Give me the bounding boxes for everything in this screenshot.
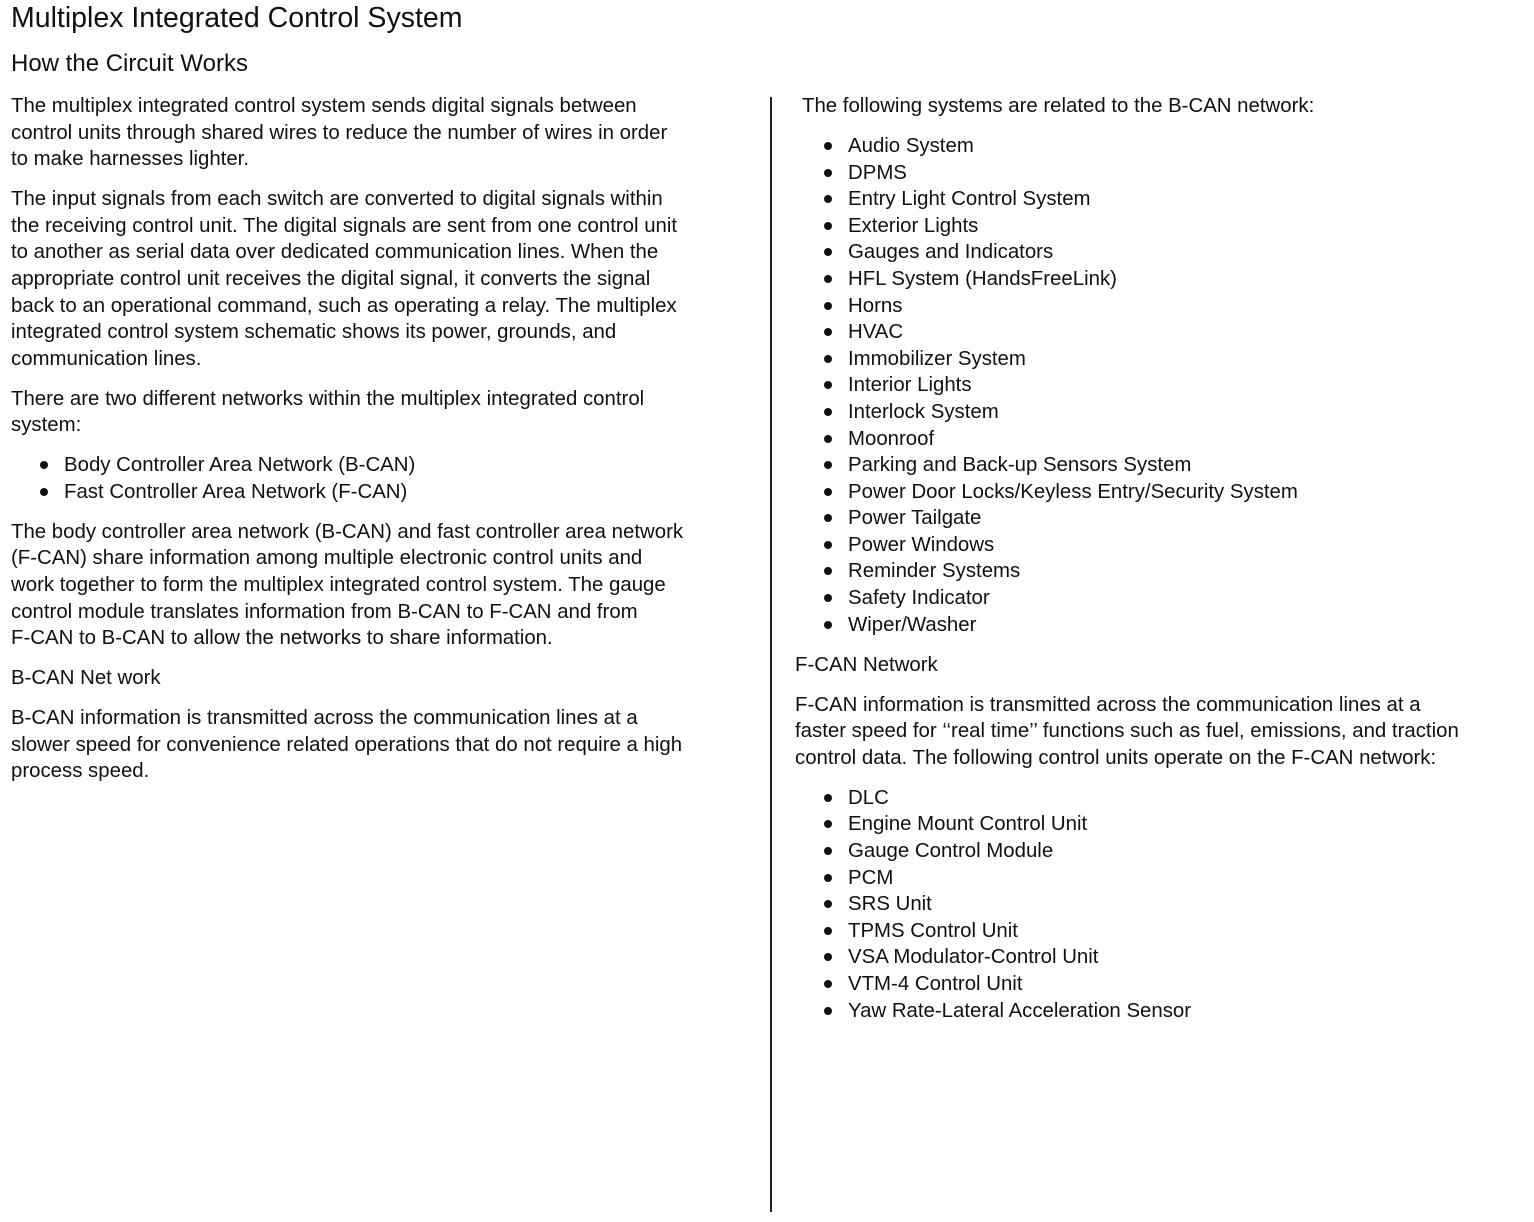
bullet-icon [40,461,48,469]
list-item [795,319,1534,346]
list-item [11,452,761,479]
bullet-icon [824,381,832,389]
bullet-icon [824,142,832,150]
list-item-label: Interior Lights [848,374,972,397]
list-item-label: Immobilizer System [848,347,1026,370]
list-item [795,213,1534,240]
bullet-icon [824,953,832,961]
list-item-label: Entry Light Control System [848,188,1091,211]
bullet-icon [824,488,832,496]
bullet-icon [824,514,832,522]
list-item-label: Engine Mount Control Unit [848,813,1088,836]
list-item-label: Reminder Systems [848,560,1021,583]
list-item [795,133,1534,160]
list-item-label: Power Windows [848,533,995,556]
bullet-icon [824,874,832,882]
list-item [795,293,1534,320]
list-item-label: Power Tailgate [848,507,982,530]
input-signals-paragraph: The input signals from each switch are converted to digital signals within the receiving control unit. The digital signals are sent from one control unit to another as serial data over dedicated communication lines. When the appropriate control unit receives the digital signal, it converts the signal back to an operational command, such as operating a relay. The multiplex integrated control system schematic shows its power, grounds, and communication lines. [11,188,678,370]
bcan-paragraph: B-CAN information is transmitted across the communication lines at a slower speed for convenience related operations that do not require a high process speed. [11,707,683,783]
list-item [795,452,1534,479]
list-item-label: Moonroof [848,427,935,450]
list-item [795,186,1534,213]
list-item-label: Gauges and Indicators [848,241,1054,264]
list-item-label: VSA Modulator-Control Unit [848,946,1099,969]
list-item [795,838,1534,865]
list-item [795,426,1534,453]
bullet-icon [824,461,832,469]
list-item-label: Horns [848,294,903,317]
list-item [795,239,1534,266]
fcan-paragraph: F-CAN information is transmitted across the communication lines at a faster speed for ‘‘real time’’ functions such as fuel, emissions, and traction control data. The following control units operate on the F-CAN network: [795,693,1459,769]
list-item-label: HFL System (HandsFreeLink) [848,267,1117,290]
list-item [795,944,1534,971]
networks-list [11,452,761,505]
section-subtitle: How the Circuit Works [11,50,248,77]
bullet-icon [824,195,832,203]
bcan-heading: B-CAN Net work [11,667,161,690]
fcan-heading: F-CAN Network [795,653,938,676]
bullet-icon [824,435,832,443]
list-item-label: Body Controller Area Network (B-CAN) [64,454,416,477]
bcan-systems-intro: The following systems are related to the B-CAN network: [802,95,1315,117]
networks-paragraph: There are two different networks within the multiplex integrated control system: [11,387,645,437]
bullet-icon [824,820,832,828]
bullet-icon [824,1007,832,1015]
list-item [795,399,1534,426]
fcan-units-list [795,785,1534,1024]
bullet-icon [824,355,832,363]
list-item-label: Gauge Control Module [848,840,1054,862]
list-item [795,865,1534,892]
list-item [795,479,1534,506]
list-item [795,266,1534,293]
list-item [795,612,1534,639]
list-item [795,918,1534,945]
list-item-label: SRS Unit [848,893,932,916]
bullet-icon [40,488,48,496]
list-item-label: Interlock System [848,400,999,423]
list-item-label: DLC [848,786,889,809]
bullet-icon [824,980,832,988]
bullet-icon [824,248,832,256]
bullet-icon [824,328,832,336]
bullet-icon [824,408,832,416]
list-item [795,971,1534,998]
list-item [795,532,1534,559]
bullet-icon [824,621,832,629]
list-item-label: PCM [848,866,894,889]
bullet-icon [824,222,832,230]
list-item [795,585,1534,612]
bullet-icon [824,302,832,310]
list-item-label: VTM-4 Control Unit [848,972,1023,995]
list-item [795,346,1534,373]
list-item [795,160,1534,187]
bullet-icon [824,567,832,575]
bullet-icon [824,275,832,283]
bcan-fcan-paragraph: The body controller area network (B-CAN) and fast controller area network (F-CAN) share information among multiple electronic control units and work together to form the multiplex integrated control system. The gauge control module translates information from B-CAN to F-CAN and from F-CAN to B-CAN to allow the networks to share information. [11,520,684,650]
left-column [11,93,761,798]
list-item [795,558,1534,585]
list-item [795,811,1534,838]
list-item [795,505,1534,532]
bullet-icon [824,541,832,549]
list-item [11,479,761,506]
list-item-label: DPMS [848,161,907,184]
list-item-label: Yaw Rate-Lateral Acceleration Sensor [848,999,1192,1022]
bullet-icon [824,169,832,177]
list-item [795,372,1534,399]
bullet-icon [824,794,832,802]
list-item-label: Wiper/Washer [848,613,977,636]
bullet-icon [824,847,832,855]
list-item [795,785,1534,812]
bullet-icon [824,594,832,602]
list-item-label: Safety Indicator [848,587,990,610]
column-divider [770,97,772,1212]
bullet-icon [824,927,832,935]
list-item-label: TPMS Control Unit [848,919,1018,942]
bcan-systems-list [795,133,1534,638]
intro-paragraph: The multiplex integrated control system sends digital signals between control units through shared wires to reduce the number of wires in order to make harnesses lighter. [11,95,668,171]
right-column [795,93,1534,1038]
bullet-icon [824,900,832,908]
list-item-label: Fast Controller Area Network (F-CAN) [64,480,408,503]
list-item-label: Power Door Locks/Keyless Entry/Security System [848,480,1298,503]
page-title: Multiplex Integrated Control System [11,2,463,34]
list-item-label: HVAC [848,321,904,344]
list-item [795,891,1534,918]
list-item-label: Exterior Lights [848,214,979,237]
list-item-label: Audio System [848,134,974,157]
list-item [795,998,1534,1025]
list-item-label: Parking and Back-up Sensors System [848,454,1192,477]
